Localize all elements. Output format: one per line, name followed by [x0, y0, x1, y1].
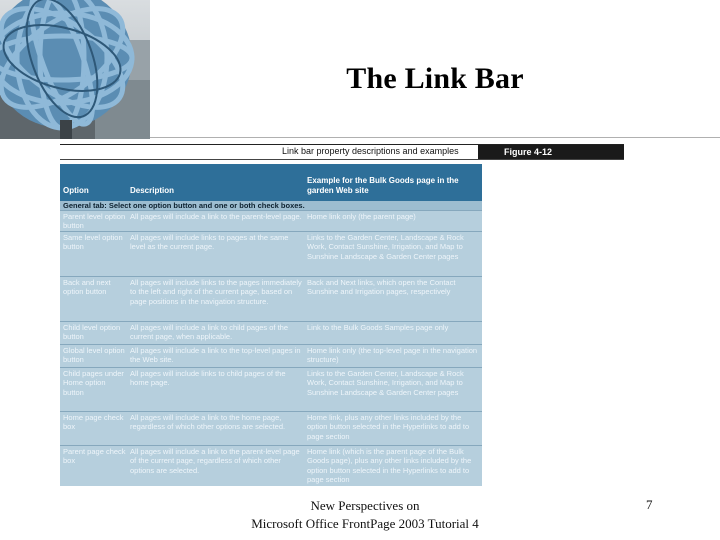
- option-cell: Child pages under Home option button: [63, 369, 124, 397]
- description-cell: All pages will include a link to child pages of the current page, when applicable.: [130, 323, 289, 342]
- figure-4-12: [60, 144, 624, 488]
- figure-number: Figure 4-12: [478, 145, 624, 159]
- option-cell: Home page check box: [63, 413, 124, 432]
- description-cell: All pages will include a link to the parent-level page of the current page, regardless of which other options are selected.: [130, 447, 300, 475]
- table-row: [60, 445, 482, 486]
- slide-title: The Link Bar: [346, 62, 524, 95]
- table-header-row: [60, 164, 482, 201]
- description-cell: All pages will include a link to the parent-level page.: [130, 212, 302, 221]
- example-cell: Home link only (the parent page): [307, 212, 416, 221]
- footer-line-2: Microsoft Office FrontPage 2003 Tutorial 4: [251, 516, 479, 531]
- table-row: [60, 321, 482, 344]
- description-cell: All pages will include a link to the home page, regardless of which other options are selected.: [130, 413, 286, 432]
- description-cell: All pages will include links to the pages immediately to the left and right of the current page, based on page positions in the navigation structure.: [130, 278, 302, 306]
- example-cell: Home link only (the top-level page in the navigation structure): [307, 346, 478, 365]
- column-header-description: Description: [130, 186, 175, 195]
- section-label-general-tab: General tab: Select one option button and one or both check boxes.: [60, 201, 482, 210]
- title-divider: [150, 137, 720, 138]
- option-cell: Child level option button: [63, 323, 121, 342]
- option-cell: Back and next option button: [63, 278, 111, 297]
- column-header-example: Example for the Bulk Goods page in the garden Web site: [307, 176, 459, 195]
- table-row: [60, 344, 482, 367]
- example-cell: Back and Next links, which open the Contact Sunshine and Irrigation pages, respectively: [307, 278, 456, 297]
- option-cell: Parent page check box: [63, 447, 126, 466]
- page-number: 7: [646, 497, 653, 512]
- option-cell: Same level option button: [63, 233, 123, 252]
- globe-sculpture-photo: [0, 0, 150, 139]
- table-row: [60, 276, 482, 321]
- column-header-option: Option: [63, 186, 89, 195]
- table-row: [60, 411, 482, 445]
- example-cell: Home link, plus any other links included by the option button selected in the Hyperlinks to add to page section: [307, 413, 470, 441]
- description-cell: All pages will include links to pages at the same level as the current page.: [130, 233, 289, 252]
- example-cell: Links to the Garden Center, Landscape & Rock Work, Contact Sunshine, Irrigation, and Map to Sunshine Landscape & Garden Center pages: [307, 233, 464, 261]
- example-cell: Links to the Garden Center, Landscape & Rock Work, Contact Sunshine, Irrigation, and Map to Sunshine Landscape & Garden Center pages: [307, 369, 464, 397]
- footer-line-1: New Perspectives on: [310, 498, 420, 513]
- figure-header: [60, 144, 624, 160]
- option-cell: Parent level option button: [63, 212, 126, 231]
- example-cell: Home link (which is the parent page of the Bulk Goods page), plus any other links included by the option button selected in the Hyperlinks to add to page section: [307, 447, 472, 485]
- link-bar-properties-table: [60, 164, 482, 486]
- figure-caption: Link bar property descriptions and examples: [282, 146, 459, 156]
- description-cell: All pages will include links to child pages of the home page.: [130, 369, 286, 388]
- table-row: [60, 231, 482, 276]
- table-row: [60, 210, 482, 231]
- slide-footer: [205, 497, 525, 533]
- option-cell: Global level option button: [63, 346, 125, 365]
- description-cell: All pages will include a link to the top-level pages in the Web site.: [130, 346, 301, 365]
- example-cell: Link to the Bulk Goods Samples page only: [307, 323, 449, 332]
- table-row: [60, 367, 482, 411]
